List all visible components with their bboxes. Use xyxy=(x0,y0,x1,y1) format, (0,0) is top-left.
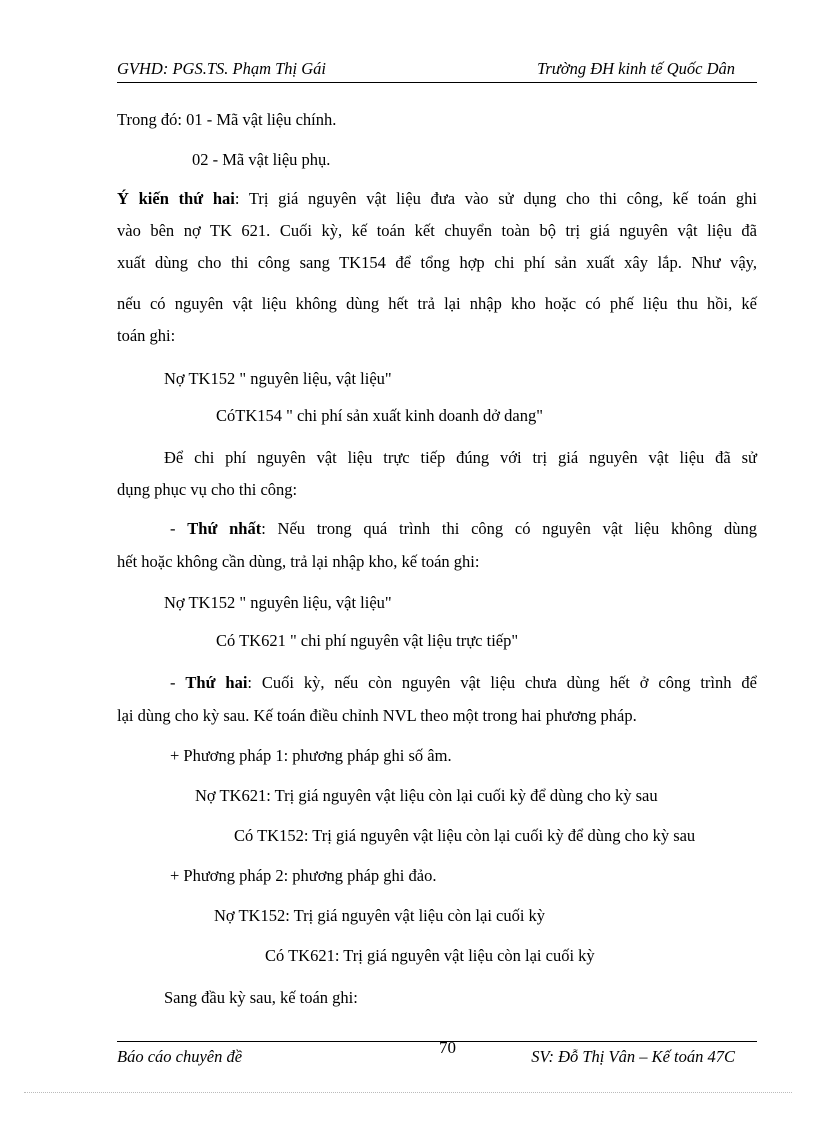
entry-debit: Nợ TK152 " nguyên liệu, vật liệu" xyxy=(164,593,392,612)
bold-heading: Thứ hai xyxy=(185,673,248,692)
paragraph-line: xuất dùng cho thi công sang TK154 để tổng hợp chi phí sản xuất xây lắp. Như vậy, xyxy=(117,253,757,272)
paragraph-line: hết hoặc không cần dùng, trả lại nhập kho, kế toán ghi: xyxy=(117,552,480,571)
entry-credit: Có TK621 " chi phí nguyên vật liệu trực tiếp" xyxy=(216,631,519,650)
method-heading: + Phương pháp 1: phương pháp ghi số âm. xyxy=(170,746,452,765)
method-heading: + Phương pháp 2: phương pháp ghi đảo. xyxy=(170,866,437,885)
paragraph-line: Sang đầu kỳ sau, kế toán ghi: xyxy=(164,988,358,1007)
page-header xyxy=(117,58,757,83)
text-line: 02 - Mã vật liệu phụ. xyxy=(192,150,331,169)
entry-credit: Có TK621: Trị giá nguyên vật liệu còn lại cuối kỳ xyxy=(265,946,595,965)
entry-debit: Nợ TK152 " nguyên liệu, vật liệu" xyxy=(164,369,392,388)
entry-credit: CóTK154 " chi phí sản xuất kinh doanh dở dang" xyxy=(216,406,543,425)
header-university: Trường ĐH kinh tế Quốc Dân xyxy=(537,59,735,78)
bold-heading: Thứ nhất xyxy=(187,519,262,538)
text-span: : Cuối kỳ, nếu còn nguyên vật liệu chưa dùng hết ở công trình để xyxy=(247,673,757,692)
entry-debit: Nợ TK621: Trị giá nguyên vật liệu còn lại cuối kỳ để dùng cho kỳ sau xyxy=(195,786,658,805)
paragraph-line: Để chi phí nguyên vật liệu trực tiếp đúng với trị giá nguyên vật liệu đã sử xyxy=(164,448,757,467)
paragraph-line xyxy=(117,189,757,209)
header-advisor: GVHD: PGS.TS. Phạm Thị Gái xyxy=(117,59,326,78)
page-footer xyxy=(117,1038,757,1072)
paragraph-line: toán ghi: xyxy=(117,326,176,345)
paragraph-line: nếu có nguyên vật liệu không dùng hết trả lại nhập kho hoặc có phế liệu thu hồi, kế xyxy=(117,294,757,313)
text-span: : Nếu trong quá trình thi công có nguyên vật liệu không dùng xyxy=(261,519,758,538)
text-span: : Trị giá nguyên vật liệu đưa vào sử dụng cho thi công, kế toán ghi xyxy=(234,189,757,208)
paragraph-line xyxy=(170,519,757,539)
page-number: 70 xyxy=(439,1038,456,1057)
footer-student: SV: Đỗ Thị Vân – Kế toán 47C xyxy=(531,1047,735,1066)
text-line: Trong đó: 01 - Mã vật liệu chính. xyxy=(117,110,337,129)
entry-credit: Có TK152: Trị giá nguyên vật liệu còn lại cuối kỳ để dùng cho kỳ sau xyxy=(234,826,696,845)
page-bottom-divider xyxy=(24,1092,792,1093)
paragraph-line: dụng phục vụ cho thi công: xyxy=(117,480,298,499)
dash-span: - xyxy=(170,519,188,538)
paragraph-line: lại dùng cho kỳ sau. Kế toán điều chỉnh NVL theo một trong hai phương pháp. xyxy=(117,706,637,725)
paragraph-line xyxy=(170,673,757,693)
dash-span: - xyxy=(170,673,186,692)
footer-report-title: Báo cáo chuyên đề xyxy=(117,1047,243,1066)
bold-heading: Ý kiến thứ hai xyxy=(117,189,235,208)
paragraph-line: vào bên nợ TK 621. Cuối kỳ, kế toán kết chuyển toàn bộ trị giá nguyên vật liệu đã xyxy=(117,221,757,240)
entry-debit: Nợ TK152: Trị giá nguyên vật liệu còn lại cuối kỳ xyxy=(214,906,546,925)
